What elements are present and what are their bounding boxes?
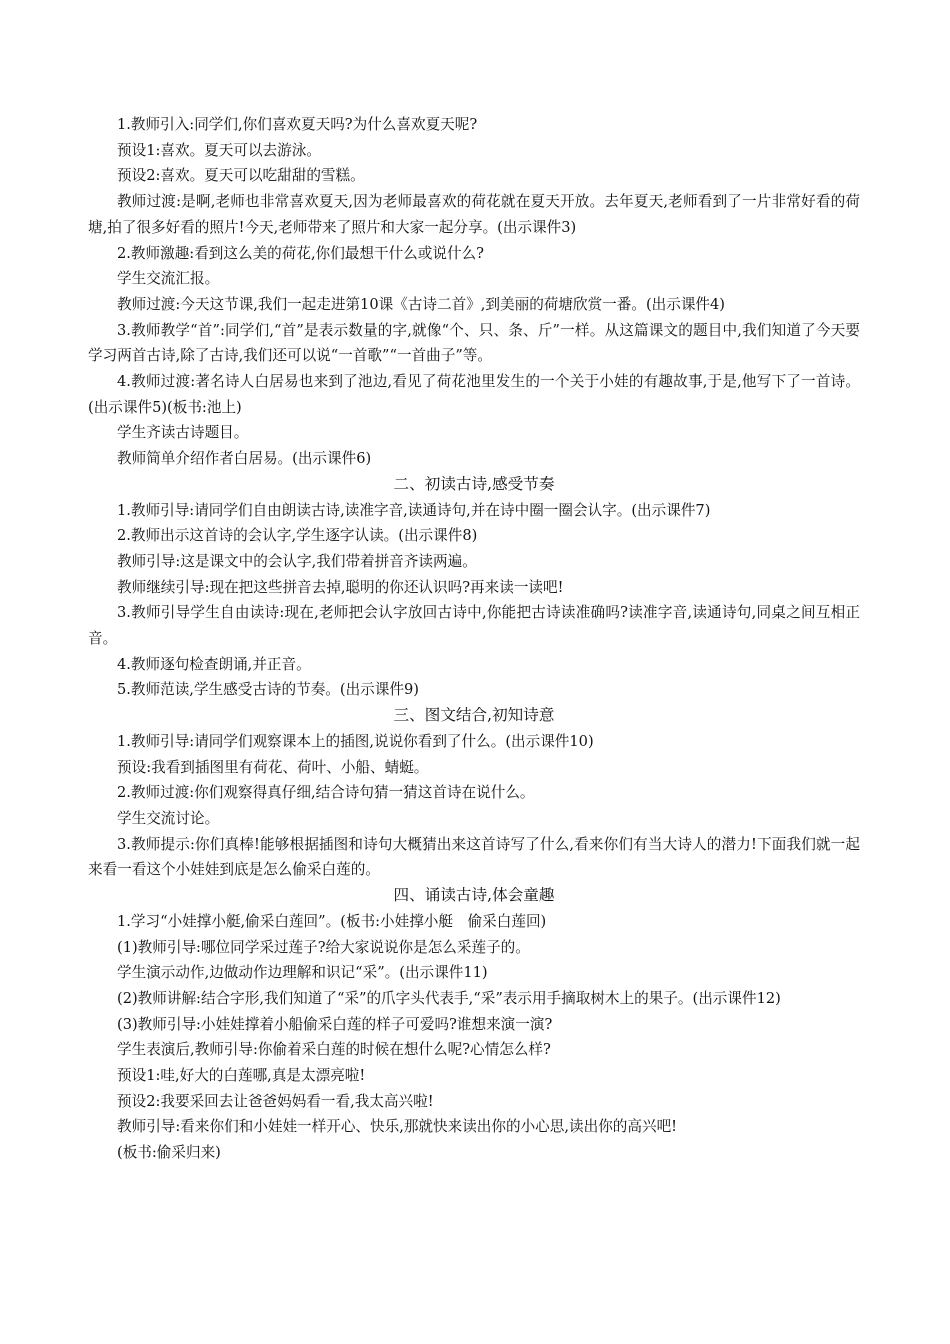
paragraph: 教师引导:看来你们和小娃娃一样开心、快乐,那就快来读出你的小心思,读出你的高兴吧!	[117, 1118, 678, 1136]
paragraph: 2.教师出示这首诗的会认字,学生逐字认读。(出示课件8)	[117, 527, 478, 545]
paragraph: 3.教师引导学生自由读诗:现在,老师把会认字放回古诗中,你能把古诗读准确吗?读准字音,读通诗句,同桌之间互相正音。	[88, 604, 860, 648]
document-body	[88, 112, 860, 1166]
paragraph: 2.教师过渡:你们观察得真仔细,结合诗句猜一猜这首诗在说什么。	[117, 784, 535, 802]
paragraph: (2)教师讲解:结合字形,我们知道了“采”的爪字头代表手,“采”表示用手摘取树木上的果子。(出示课件12)	[117, 989, 781, 1007]
paragraph: (3)教师引导:小娃娃撑着小船偷采白莲的样子可爱吗?谁想来演一演?	[117, 1015, 553, 1033]
paragraph: 1.教师引导:请同学们自由朗读古诗,读准字音,读通诗句,并在诗中圈一圈会认字。(出示课件7)	[117, 501, 711, 519]
paragraph: 5.教师范读,学生感受古诗的节奏。(出示课件9)	[117, 681, 419, 699]
paragraph: 学生齐读古诗题目。	[117, 424, 249, 442]
paragraph: 学生交流讨论。	[117, 809, 220, 827]
paragraph: 预设1:喜欢。夏天可以去游泳。	[117, 141, 321, 159]
paragraph: 学生演示动作,边做动作边理解和识记“采”。(出示课件11)	[117, 964, 488, 982]
paragraph: 教师过渡:是啊,老师也非常喜欢夏天,因为老师最喜欢的荷花就在夏天开放。去年夏天,老师看到了一片非常好看的荷塘,拍了很多好看的照片!今天,老师带来了照片和大家一起分享。(出示课件3)	[88, 193, 860, 236]
paragraph: 3.教师教学“首”:同学们,“首”是表示数量的字,就像“个、只、条、斤”一样。从这篇课文的题目中,我们知道了今天要学习两首古诗,除了古诗,我们还可以说“一首歌”“一首曲子”等。	[88, 321, 860, 365]
paragraph: 4.教师过渡:著名诗人白居易也来到了池边,看见了荷花池里发生的一个关于小娃的有趣故事,于是,他写下了一首诗。(出示课件5)(板书:池上)	[88, 373, 860, 416]
paragraph: (1)教师引导:哪位同学采过莲子?给大家说说你是怎么采莲子的。	[117, 938, 530, 956]
paragraph: 学生交流汇报。	[117, 270, 220, 288]
paragraph: 1.学习“小娃撑小艇,偷采白莲回”。(板书:小娃撑小艇 偷采白莲回)	[117, 912, 547, 930]
paragraph: 预设:我看到插图里有荷花、荷叶、小船、蜻蜓。	[117, 758, 429, 776]
paragraph: 学生表演后,教师引导:你偷着采白莲的时候在想什么呢?心情怎么样?	[117, 1041, 551, 1059]
paragraph: 教师继续引导:现在把这些拼音去掉,聪明的你还认识吗?再来读一读吧!	[117, 578, 564, 596]
paragraph: 教师引导:这是课文中的会认字,我们带着拼音齐读两遍。	[117, 552, 477, 570]
paragraph: 4.教师逐句检查朗诵,并正音。	[117, 655, 311, 673]
paragraph: 2.教师激趣:看到这么美的荷花,你们最想干什么或说什么?	[117, 244, 484, 262]
paragraph: (板书:偷采归来)	[117, 1144, 221, 1162]
paragraph: 教师过渡:今天这节课,我们一起走进第10课《古诗二首》,到美丽的荷塘欣赏一番。(出示课件4)	[117, 295, 726, 313]
section-heading: 二、初读古诗,感受节奏	[393, 474, 555, 493]
paragraph: 预设2:我要采回去让爸爸妈妈看一看,我太高兴啦!	[117, 1092, 434, 1110]
paragraph: 教师简单介绍作者白居易。(出示课件6)	[117, 450, 372, 468]
paragraph: 1.教师引导:请同学们观察课本上的插图,说说你看到了什么。(出示课件10)	[117, 732, 594, 750]
paragraph: 1.教师引入:同学们,你们喜欢夏天吗?为什么喜欢夏天呢?	[117, 116, 478, 133]
section-heading: 四、诵读古诗,体会童趣	[393, 886, 555, 905]
paragraph: 3.教师提示:你们真棒!能够根据插图和诗句大概猜出来这首诗写了什么,看来你们有当大诗人的潜力!下面我们就一起来看一看这个小娃娃到底是怎么偷采白莲的。	[88, 835, 860, 879]
paragraph: 预设2:喜欢。夏天可以吃甜甜的雪糕。	[117, 167, 365, 185]
paragraph: 预设1:哇,好大的白莲哪,真是太漂亮啦!	[117, 1067, 366, 1085]
section-heading: 三、图文结合,初知诗意	[393, 706, 555, 725]
